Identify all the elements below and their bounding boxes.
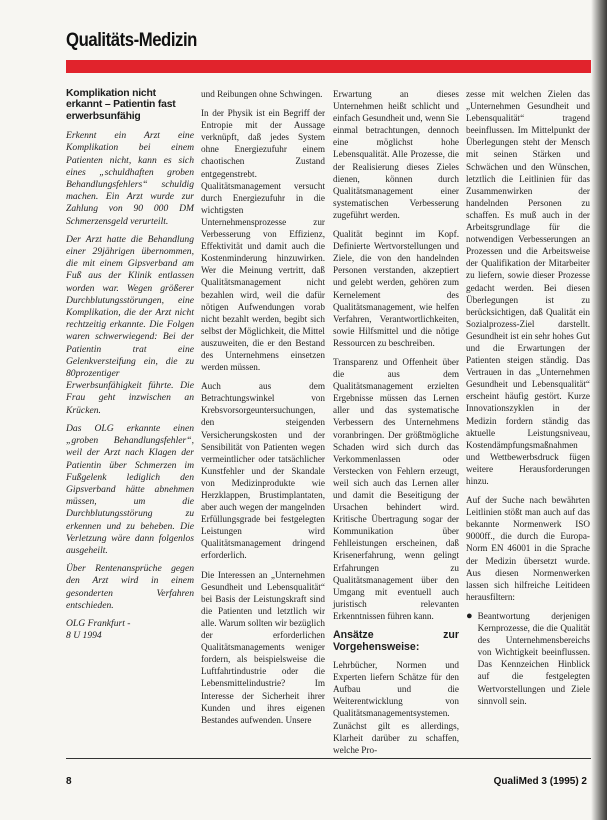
body-paragraph: Lehrbücher, Normen und Experten liefern Schätze für den Aufbau und die Weiterentwicklung von Qualitätsmanagementsystemen. Zunächst gilt es allerdings, Klarheit darüber zu schaffen, welche Pro- — [333, 660, 459, 755]
sidebar-paragraph: Über Rentenansprüche gegen den Arzt wird in einem gesonderten Verfahren entschieden. — [66, 563, 194, 611]
publication-info: QualiMed 3 (1995) 2 — [493, 776, 587, 787]
article-column-2 — [201, 88, 325, 733]
sidebar-heading: Komplikation nicht erkannt – Patientin fast erwerbsunfähig — [66, 88, 176, 122]
body-paragraph: Transparenz und Offenheit über die aus dem Qualitätsmanagement erzielten Ergebnisse müssen das Lernen aller und das systematische Verbessern des Unternehmens voranbringen. Der größtmögliche Schaden wird sich durch das Verkommenlassen oder Verstecken von Fehlern erzeugt, weil sich auch das Lernen aller und damit die Beseitigung der Ursachen behindert wird. Kritische Übertragung sogar der Kommunikation über Fehlleistungen erscheinen, daß Krisenerfahrung, wenn gelingt Erfahrungen zu Qualitätsmanagement über den Umgang mit eventuell auch juristisch relevanten Erkenntnissen führen kann. — [333, 356, 459, 621]
body-paragraph: Qualität beginnt im Kopf. Definierte Wertvorstellungen und Ziele, die von den handelnden Personen verstanden, akzeptiert und gelebt werden, gehören zum Kernelement des Qualitätsmanagement, wie helfen Verfahren, Verantwortlichkeiten, sowie Hilfsmittel und die nötige Ressourcen zu beschreiben. — [333, 229, 459, 348]
article-column-3 — [333, 88, 459, 763]
bullet-text: Beantwortung derjenigen Kernprozesse, die die Qualität des Unternehmensbereichs von Wichtigkeit beeinflussen. Das Kennzeichen Hinblick auf die festgelegten Wertvorstellungen und Ziele sinnvoll sein. — [477, 610, 590, 706]
bullet-dot-icon: ● — [466, 609, 473, 622]
body-paragraph: In der Physik ist ein Begriff der Entropie mit der Aussage verknüpft, daß jedes System ohne Energiezufuhr einem chaotischen Zustand entgegenstrebt. Qualitätsmanagement versucht durch Energiezufuhr in die wichtigsten Unternehmensprozesse zur Verbesserung von Effizienz, Effektivität und damit auch die Kostenminderung hinzuwirken. Wer die Meinung vertritt, daß Qualitätsmanagement nicht bezahlen wird, weil die dafür nötigen Aufwendungen vorab nicht bezahlt werden, begibt sich selbst der Möglichkeit, die Mittel auszuweiten, die er den Bestand des Unternehmens einsetzen werden müssen. — [201, 108, 325, 373]
sidebar-paragraph: Der Arzt hatte die Behandlung einer 29jährigen übernommen, die mit einem Gipsverband am Fuß aus der Klinik entlassen worden war. Wegen größerer Durchblutungsstörungen, eine Komplikation, die der Arzt nicht rechtzeitig erkannte. Die Folgen waren schwerwiegend: Bei der Patientin trat eine Gelenkversteifung ein, die zu 80prozentiger Erwerbsunfähigkeit führte. Die Frau geht inzwischen an Krücken. — [66, 233, 194, 416]
sidebar-paragraph: Das OLG erkannte einen „groben Behandlungsfehler“, weil der Arzt nach Klagen der Patientin über Schmerzen im Fußgelenk lediglich den Gipsverband hätte abnehmen müssen, um die Durchblutungsstörung zu erkennen und zu beheben. Die Verletzung wäre dann folgenlos ausgeheilt. — [66, 422, 194, 556]
body-paragraph: Erwartung an dieses Unternehmen heißt schlicht und einfach Gesundheit und, wenn Sie einmal betrachtungen, dennoch eine möglichst hohe Lebensqualität. Alle Prozesse, die der Realisierung dieses Zieles dienen, können durch Qualitätsmanagement einer systematischen Verbesserung zugeführt werden. — [333, 89, 459, 220]
scan-shadow-edge — [591, 0, 607, 820]
body-paragraph: Auf der Suche nach bewährten Leitlinien stößt man auch auf das bekannte Normenwerk ISO 9000ff., die durch die Europa-Norm EN 46001 in die Sprache der Medizin übersetzt wurde. Aus diesen Normenwerken lassen sich hilfreiche Leitideen herausfiltern: — [466, 495, 590, 602]
page-title: Qualitäts-Medizin — [66, 30, 197, 51]
footer-rule — [66, 758, 591, 759]
body-paragraph: Die Interessen an „Unternehmen Gesundheit und Lebensqualität“ bei Basis der Leistungskraft sind die Patienten und letztlich wir alle. Warum sollten wir bezüglich der erforderlichen Qualitätsmanagements weniger fordern, als beispielsweise die Luftfahrtindustrie oder die Lebensmittelindustrie? Im Interesse der Sicherheit ihrer Kunden und ihres eigenen Bestandes aufwenden. Unsere — [201, 569, 325, 725]
sidebar-source-line1: OLG Frankfurt - — [66, 617, 131, 629]
sidebar-paragraph: Erkennt ein Arzt eine Komplikation bei einem Patienten nicht, kann es sich eines „schuldhaften groben Behandlungsfehlers“ schuldig machen. Ein Arzt wurde zur Zahlung von 90 000 DM Schmerzensgeld verurteilt. — [66, 130, 194, 227]
section-subheading: Ansätze zur Vorgehensweise: — [333, 629, 459, 654]
body-paragraph: zesse mit welchen Zielen das „Unternehmen Gesundheit und Lebensqualität“ tragend beeinflussen. Im Mittelpunkt der Überlegungen steht der Mensch mit seinen Stärken und Schwächen und den Wünschen, letztlich die Leitlinien für das Zusammenwirken der handelnden Personen zu schaffen. Es muß auch in der Arbeitsgrundlage für die notwendigen Verbesserungen an Prozessen und die Arbeitsweise der Qualifikation der Mitarbeiter zu liefern, sowie dieser Prozesse gedacht werden. Bei diesen Überlegungen ist zu berücksichtigen, daß Qualität ein Sozialprozess-Ziel darstellt. Gesundheit ist ein sehr hohes Gut und die Erwartungen der Patienten steigen ständig. Das Vertrauen in das „Unternehmen Gesundheit und Lebensqualität“ erscheint häufig gestört. Kurze Innovationszyklen in der Medizin fordern ständig das aktuelle Leistungsniveau, Kostendämpfungsmaßnahmen und Wettbewerbsdruck fügen weitere Herausforderungen hinzu. — [466, 89, 590, 486]
sidebar-box — [66, 88, 194, 642]
sidebar-body — [66, 130, 194, 612]
article-column-4 — [466, 88, 590, 707]
body-paragraph: und Reibungen ohne Schwingen. — [201, 89, 323, 99]
sidebar-source-line2: 8 U 1994 — [66, 630, 102, 642]
header-red-band — [66, 60, 591, 73]
page-number: 8 — [66, 776, 72, 787]
bullet-list-item — [466, 610, 590, 707]
body-paragraph: Auch aus dem Betrachtungswinkel von Krebsvorsorgeuntersuchungen, den steigenden Versicherungskosten und der Sensibilität von Patienten wegen vermeintlicher oder tatsächlicher Kunstfehler und der Skandale von Medizinprodukte wie Herzklappen, Brustimplantaten, aber auch wegen der mangelnden Erfüllungsgrade bei festgelegten Leistungen wird Qualitätsmanagement dringend erforderlich. — [201, 381, 325, 561]
